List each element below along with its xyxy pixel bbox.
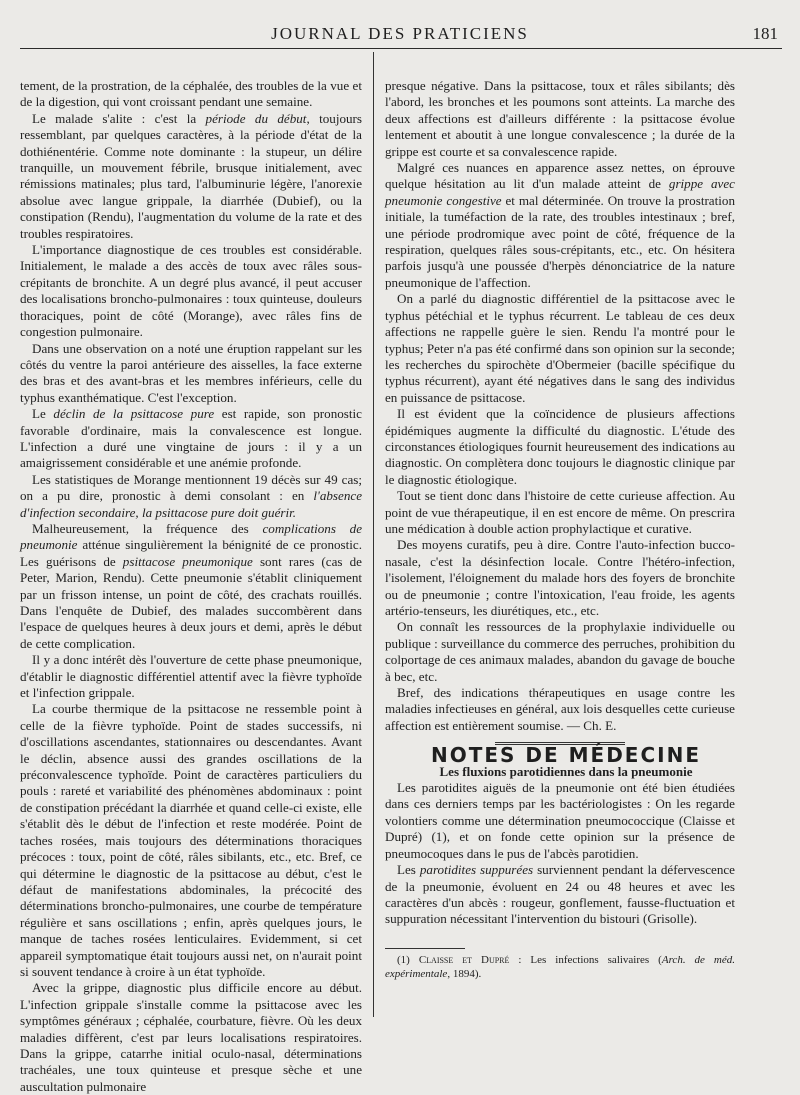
- paragraph: Avec la grippe, diagnostic plus difficile encore au début. L'infection grippale s'installe comme la psittacose avec les symptômes généraux ; céphalée, courbature, fièvre. Où les deux maladies diffèrent, c'est par leurs localisations respiratoires. Dans la grippe, catarrhe initial oculo-nasal, déterminations trachéales, une toux quinteuse et presque sèche et une auscultation pulmonaire: [20, 980, 362, 1094]
- article-title: Les fluxions parotidiennes dans la pneumonie: [439, 763, 693, 779]
- paragraph: tement, de la prostration, de la céphalée, des troubles de la vue et de la digestion, qui vont croissant pendant une semaine.: [20, 78, 362, 110]
- column-divider: [373, 52, 374, 1017]
- paragraph: L'importance diagnostique de ces troubles est considérable. Initialement, le malade a des accès de toux avec râles sous-crépitants de bronchite. A un degré plus avancé, il peut accuser des localisations broncho-pulmonaires : toux quinteuse, douleurs thoraciques, point de côté (Morange), avec râles fins de congestion pulmonaire.: [20, 242, 362, 340]
- paragraph: Des moyens curatifs, peu à dire. Contre l'auto-infection bucco-nasale, c'est la désinfection locale. Contre l'hétéro-infection, l'isolement, l'éloignement du malade hors des foyers de bronchite ou de pneumonie ; contre l'intoxication, l'eau froide, les agents artério-tenseurs, les diurétiques, etc., etc.: [385, 537, 735, 618]
- footnote-rule: [385, 948, 465, 949]
- paragraph: Dans une observation on a noté une éruption rappelant sur les côtés du ventre la paroi antérieure des aisselles, la face externe des bras et des avant-bras et les membres inférieurs, celle du typhus exanthématique. C'est l'exception.: [20, 340, 362, 405]
- paragraph: Il y a donc intérêt dès l'ouverture de cette phase pneumonique, d'établir le diagnostic différentiel attentif avec la fièvre typhoïde et l'infection grippale.: [20, 652, 362, 701]
- paragraph: Bref, des indications thérapeutiques en usage contre les maladies infectieuses en général, aux lois desquelles cette curieuse affection est entièrement soumise. — Ch. E.: [385, 685, 735, 733]
- paragraph: Les statistiques de Morange mentionnent 19 décès sur 49 cas; on a pu dire, pronostic à demi consolant : en l'absence d'infection secondaire, la psittacose pure doit guérir.: [20, 471, 362, 520]
- journal-title: JOURNAL DES PRATICIENS: [271, 24, 529, 43]
- header-rule: [20, 48, 782, 49]
- left-column: [20, 78, 362, 1095]
- paragraph: Il est évident que la coïncidence de plusieurs affections épidémiques augmente la difficulté du diagnostic. L'étude des circonstances étiologiques fournit heureusement des indications au diagnostic. On complètera donc toujours le diagnostic clinique par le diagnostic étiologique.: [385, 406, 735, 487]
- paragraph: Malgré ces nuances en apparence assez nettes, on éprouve quelque hésitation au lit d'un malade atteint de grippe avec pneumonie congestive et mal déterminée. On trouve la prostration initiale, la tuméfaction de la rate, des troubles intestinaux ; bref, une période prodromique avec point de côté, fréquence de la respiration, quelques râles sous-crépitants, etc., etc. On hésitera parfois jusqu'à une poussée d'herpès dénonciatrice de la nature pneumonique de l'affection.: [385, 160, 735, 290]
- paragraph: Le malade s'alite : c'est la période du début, toujours ressemblant, par quelques caractères, à la période d'état de la dothiénentérie. Comme note dominante : la stupeur, un délire tranquille, un mouvement fébrile, brusque initialement, avec rémissions matinales; plus tard, l'albuminurie légère, l'anorexie absolue avec langue grippale, la diarrhée (Dubief), ou la constipation (Rendu), l'augmentation du volume de la rate et des troubles respiratoires.: [20, 110, 363, 241]
- paragraph: Les parotidites suppurées surviennent pendant la défervescence de la pneumonie, évoluent en 24 ou 48 heures et avec les caractères d'un abcès : rougeur, gonflement, fausse-fluctuation et suppuration nécessitant l'intervention du bistouri (Grisolle).: [385, 862, 735, 927]
- right-column: [385, 78, 735, 981]
- section-title: NOTES DE MÉDECINE: [431, 743, 701, 768]
- paragraph: Le déclin de la psittacose pure est rapide, son pronostic favorable d'ordinaire, mais la convalescence est longue. L'infection a duré une vingtaine de jours : il y a un amaigrissement considérable et une anémie profonde.: [20, 406, 362, 471]
- paragraph: La courbe thermique de la psittacose ne ressemble point à celle de la fièvre typhoïde. Point de stades successifs, ni d'oscillations ascendantes, stationnaires ou descendantes. Avant le déclin, absence aussi des grandes oscillations de la préconvalescence typhoïde. Point de caractères particuliers du pouls : rareté et variabilité des phénomènes abdominaux : point de constipation précédant la diarrhée et quand celle-ci existe, elle s'établit dès le début de l'infection et reste modérée. Point de taches rosées, mais toujours des déterminations thoraciques précoces : toux, point de côté, râles sibilants, etc., etc. Bref, ce qui détermine le diagnostic de la psittacose au début, c'est le défaut de manifestations abdominales, la précocité des déterminations broncho-pulmonaires, une courbe de température régulière et sans oscillations ; enfin, après quelques jours, le manque de taches rosées lenticulaires. Evidemment, si cet appareil symptomatique était toujours aussi net, on n'aurait point si souvent tendance à croire à un état typhoïde.: [20, 701, 362, 979]
- footnote: (1) Claisse et Dupré : Les infections salivaires (Arch. de méd. expérimentale, 1894).: [385, 953, 735, 980]
- paragraph: On connaît les ressources de la prophylaxie individuelle ou publique : surveillance du commerce des perruches, prohibition du colportage de ces animaux malades, abandon du gavage de bouche à bec, etc.: [385, 619, 735, 684]
- paragraph: On a parlé du diagnostic différentiel de la psittacose avec le typhus pétéchial et le typhus récurrent. Le tableau de ces deux affections ne rappelle guère le sien. Rendu l'a montré pour le typhus; Peter n'a pas été confirmé dans son opinion sur la seconde; les recherches du spirochète d'Obermeier (bacille spécifique du typhus récurrent), ayant été négatives dans le sang des individus en puissance de psittacose.: [385, 291, 735, 405]
- paragraph: presque négative. Dans la psittacose, toux et râles sibilants; dès l'abord, les bronches et les poumons sont atteints. La marche des deux affections est d'ailleurs différente : la psittacose évolue lentement et aboutit à une longue convalescence ; la durée de la grippe est courte et sa convalescence rapide.: [385, 78, 735, 159]
- paragraph: Tout se tient donc dans l'histoire de cette curieuse affection. Au point de vue thérapeutique, il en est encore de même. On prescrira une médication à double action prophylactique et curative.: [385, 488, 735, 536]
- page-number: 181: [752, 24, 778, 43]
- paragraph: Malheureusement, la fréquence des complications de pneumonie atténue singulièrement la bénignité de ce pronostic. Les guérisons de psittacose pneumonique sont rares (cas de Peter, Marion, Rendu). Cette pneumonie s'établit cliniquement par un frisson intense, un point de côté, des crachats rouillés. Dans l'enquête de Dubief, des malades succombèrent dans l'espace de quelques heures à deux jours et demi, après le début de cette complication.: [20, 520, 363, 651]
- paragraph: Les parotidites aiguës de la pneumonie ont été bien étudiées dans ces derniers temps par les bactériologistes : On les regarde volontiers comme une détermination pneumococcique (Claisse et Dupré) (1), et on fonde cette opinion sur la présence de pneumocoques dans le pus de l'abcès parotidien.: [385, 780, 735, 861]
